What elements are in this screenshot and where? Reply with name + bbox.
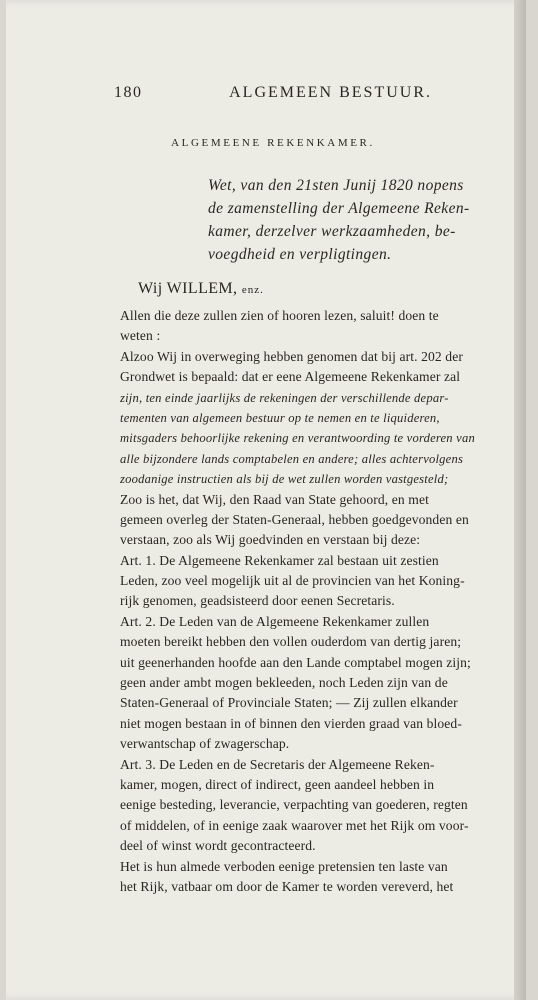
text-line: verstaan, zoo als Wij goedvinden en verstaan bij deze: (120, 532, 421, 548)
page-edge (514, 0, 526, 1000)
preamble-enz: enz. (241, 284, 264, 296)
text-line: Allen die deze zullen zien of hooren lezen, saluit! doen te (120, 308, 439, 323)
book-page (6, 0, 526, 1000)
text-line: Alzoo Wij in overweging hebben genomen dat bij art. 202 der (120, 348, 463, 364)
law-title-line: kamer, derzelver werkzaamheden, be- (208, 223, 456, 240)
text-line: zoodanige instructien als bij de wet zullen worden vastgesteld; (120, 472, 449, 487)
section-title: ALGEMEENE REKENKAMER. (171, 137, 375, 149)
text-line: Leden, zoo veel mogelijk uit al de provincien van het Koning- (120, 573, 465, 589)
text-line: zijn, ten einde jaarlijks de rekeningen der verschillende depar- (120, 390, 449, 405)
running-head: ALGEMEEN BESTUUR. (229, 84, 432, 101)
text-line: Het is hun almede verboden eenige pretensien ten laste van (120, 858, 448, 874)
text-line: Zoo is het, dat Wij, den Raad van State gehoord, en met (120, 491, 429, 507)
text-line: rijk genomen, geadsisteerd door eenen Secretaris. (120, 593, 395, 609)
text-line: weten : (120, 328, 161, 344)
law-title-line: voegdheid en verpligtingen. (208, 246, 392, 263)
text-line: Art. 1. De Algemeene Rekenkamer zal bestaan uit zestien (120, 552, 439, 568)
law-title (208, 174, 520, 266)
preamble-text: Wij WILLEM, (138, 280, 238, 297)
text-line: alle bijzondere lands comptabelen en andere; alles achtervolgens (120, 451, 464, 466)
text-line: mitsgaders behoorlijke rekening en verantwoording te vorderen van (120, 431, 475, 446)
text-line: kamer, mogen, direct of indirect, geen aandeel hebben in (120, 776, 435, 792)
text-line: uit geenerhanden hoofde aan den Lande comptabel mogen zijn; (120, 654, 471, 670)
text-line: of middelen, of in eenige zaak waarover met het Rijk om voor- (120, 817, 469, 833)
law-title-line: Wet, van den 21sten Junij 1820 nopens (208, 177, 464, 194)
text-line: verwantschap of zwagerschap. (120, 736, 290, 752)
text-line: geen ander ambt mogen bekleeden, noch Leden zijn van de (120, 675, 448, 691)
text-line: Staten-Generaal of Provinciale Staten; — Zij zullen elkander (120, 695, 458, 711)
text-line: eenige besteding, leverancie, verpachting van goederen, regten (120, 797, 468, 813)
text-line: niet mogen bestaan in of binnen den vierden graad van bloed- (120, 715, 462, 731)
text-line: Art. 3. De Leden en de Secretaris der Algemeene Reken- (120, 756, 435, 772)
text-line: deel of winst wordt gecontracteerd. (120, 838, 316, 854)
preamble (138, 280, 264, 298)
text-line: Art. 2. De Leden van de Algemeene Rekenkamer zullen (120, 613, 430, 629)
text-line: moeten bereikt hebben den vollen ouderdom van dertig jaren; (120, 634, 462, 650)
text-line: het Rijk, vatbaar om door de Kamer te worden vereverd, het (120, 878, 454, 894)
text-line: tementen van algemeen bestuur op te nemen en te liquideren, (120, 410, 440, 425)
text-line: gemeen overleg der Staten-Generaal, hebben goedgevonden en (120, 511, 469, 527)
page-number: 180 (114, 84, 143, 101)
text-line: Grondwet is bepaald: dat er eene Algemeene Rekenkamer zal (120, 369, 461, 385)
body-text (120, 306, 514, 897)
law-title-line: de zamenstelling der Algemeene Reken- (208, 200, 470, 217)
